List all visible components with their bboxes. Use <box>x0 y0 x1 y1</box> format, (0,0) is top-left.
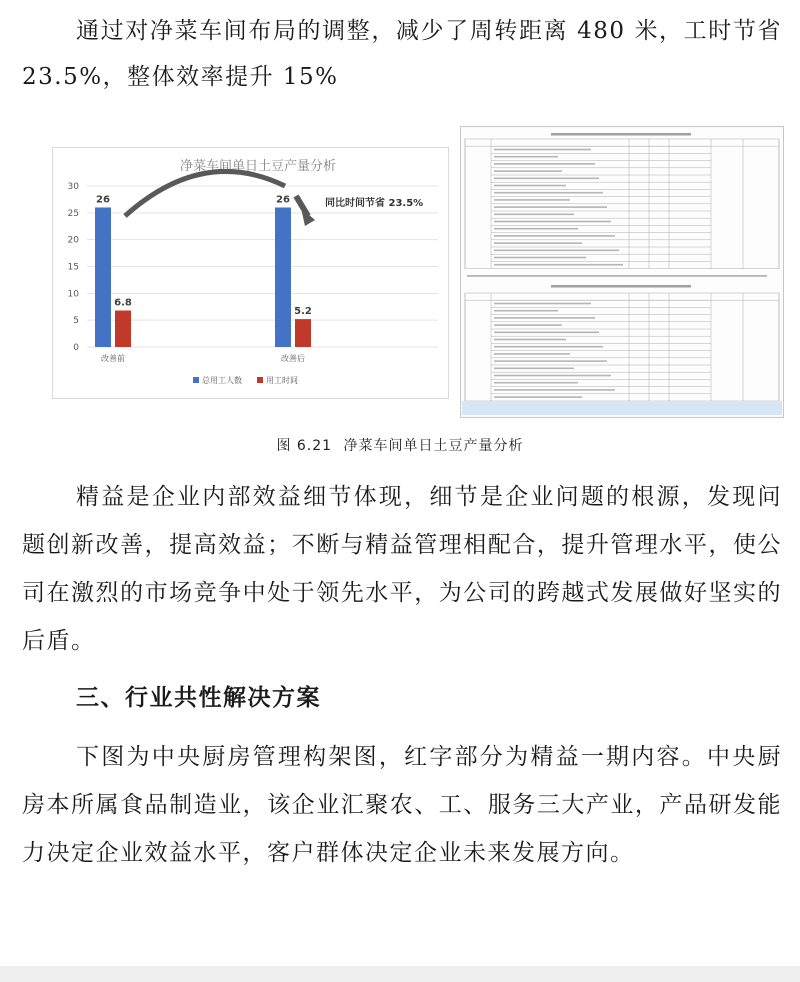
y-tick-label: 30 <box>67 182 79 192</box>
y-tick-label: 0 <box>73 343 79 353</box>
bar <box>115 311 131 347</box>
paragraph-central-kitchen: 下图为中央厨房管理构架图，红字部分为精益一期内容。中央厨房本所属食品制造业，该企业汇聚农、工、服务三大产业，产品研发能力决定企业效益水平，客户群体决定企业未来发展方向。 <box>22 744 782 866</box>
section-heading: 三、行业共性解决方案 <box>76 685 321 711</box>
bar <box>275 207 291 347</box>
legend-swatch <box>193 377 199 383</box>
legend-entry: 用工时间 <box>266 376 298 385</box>
chart-annotation: 同比时间节省 23.5% <box>325 198 424 209</box>
x-tick-label: 改善前 <box>101 354 125 363</box>
data-table-thumbnail <box>461 127 783 417</box>
figure-number: 图 6.21 <box>276 438 333 454</box>
data-label: 6.8 <box>114 297 132 309</box>
y-tick-label: 10 <box>67 289 79 300</box>
figure-caption <box>0 435 800 455</box>
data-label: 5.2 <box>294 306 312 318</box>
bar <box>95 207 111 347</box>
bar-chart-panel <box>52 147 449 399</box>
arc-arrow <box>125 171 285 216</box>
figure-title: 净菜车间单日土豆产量分析 <box>343 438 524 454</box>
bar-chart <box>53 148 448 398</box>
y-tick-label: 5 <box>73 316 79 327</box>
y-tick-label: 20 <box>67 235 79 246</box>
data-label: 26 <box>96 194 110 206</box>
y-tick-label: 25 <box>67 208 79 219</box>
bar <box>295 319 311 347</box>
paragraph-efficiency-result: 通过对净菜车间布局的调整，减少了周转距离 480 米，工时节省 23.5%，整体效率提升 15% <box>22 18 782 90</box>
legend-entry: 总用工人数 <box>202 376 242 385</box>
x-tick-label: 改善后 <box>281 354 305 363</box>
chart-title: 净菜车间单日土豆产量分析 <box>179 159 337 174</box>
data-tables-image <box>460 126 784 418</box>
paragraph-lean-management: 精益是企业内部效益细节体现，细节是企业问题的根源，发现问题创新改善，提高效益；不断与精益管理相配合，提升管理水平，使公司在激烈的市场竞争中处于领先水平，为公司的跨越式发展做好坚实的后盾。 <box>22 484 782 654</box>
data-label: 26 <box>276 194 290 206</box>
y-tick-label: 15 <box>67 262 79 273</box>
page-bottom-bar <box>0 966 800 982</box>
legend-swatch <box>257 377 263 383</box>
